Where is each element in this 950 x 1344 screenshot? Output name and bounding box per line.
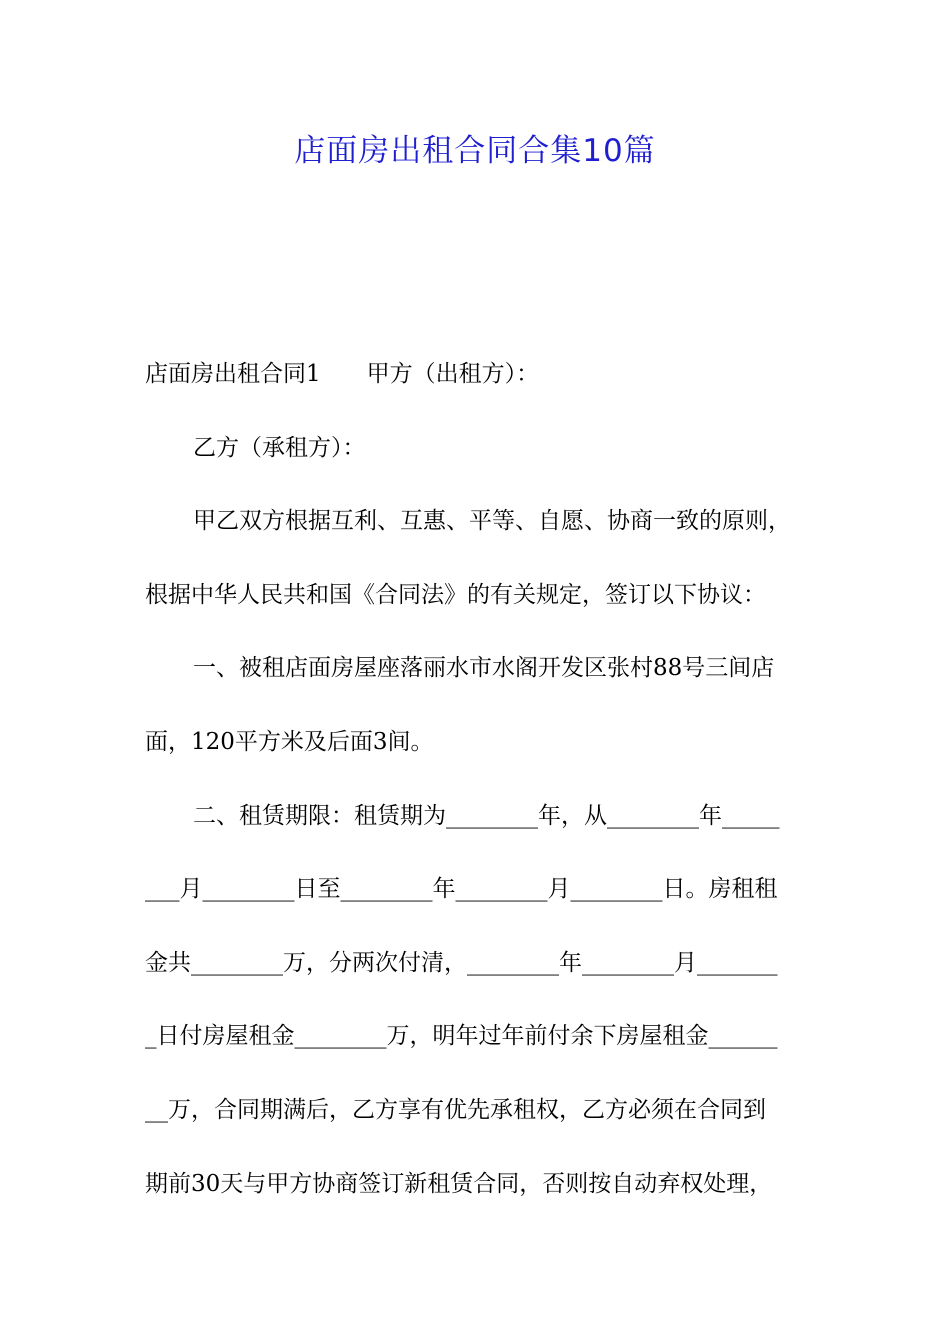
body-line-7: 二、租赁期限：租赁期为________年，从________年_____ — [193, 802, 780, 829]
document-title: 店面房出租合同合集10篇 — [294, 133, 656, 169]
body-line-2: 乙方（承租方）： — [193, 434, 366, 461]
body-line-5: 一、被租店面房屋座落丽水市水阁开发区张村88号三间店 — [193, 655, 775, 682]
body-line-4: 根据中华人民共和国《合同法》的有关规定，签订以下协议： — [145, 581, 766, 608]
body-line-1: 店面房出租合同1 甲方（出租方）： — [145, 361, 540, 387]
document-body — [145, 338, 807, 1221]
body-line-10: _日付房屋租金________万，明年过年前付余下房屋租金______ — [145, 1023, 778, 1050]
body-line-8: ___月________日至________年________月________日。房租租 — [145, 876, 778, 903]
body-line-11: __万，合同期满后，乙方享有优先承租权，乙方必须在合同到 — [145, 1096, 766, 1123]
body-line-12: 期前30天与甲方协商签订新租赁合同，否则按自动弃权处理， — [145, 1170, 773, 1197]
body-line-3: 甲乙双方根据互利、互惠、平等、自愿、协商一致的原则， — [193, 508, 791, 535]
body-line-9: 金共________万，分两次付清，________年________月_______ — [145, 949, 778, 976]
body-line-6: 面，120平方米及后面3间。 — [145, 728, 434, 755]
